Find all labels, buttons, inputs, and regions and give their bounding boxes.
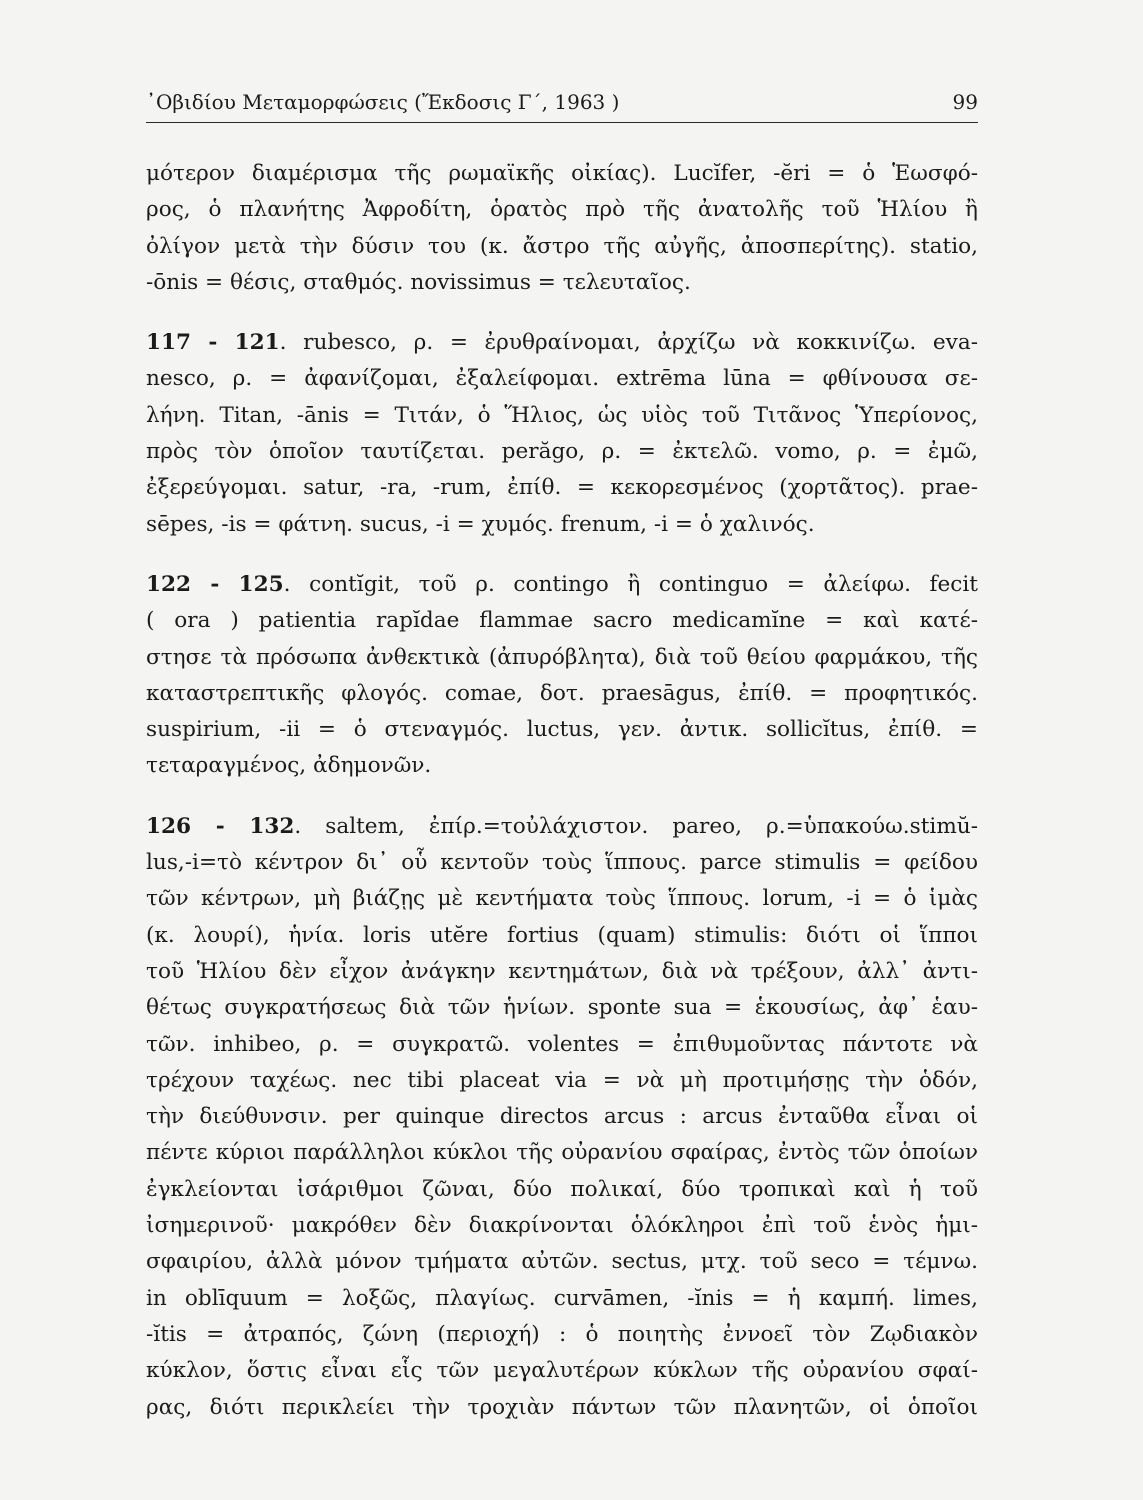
running-header [146,88,978,123]
text-line: ἐξερεύγομαι. satur, -ra, -rum, ἐπίθ. = κεκορεσμένος (χορτᾶτος). prae- [146,475,978,501]
text-line: ἰσημερινοῦ· μακρόθεν δὲν διακρίνονται ὁλόκληροι ἐπὶ τοῦ ἑνὸς ἡμι- [146,1213,978,1239]
text-line: suspirium, -ii = ὁ στεναγμός. luctus, γεν. ἀντικ. sollicĭtus, ἐπίθ. = [146,717,978,743]
text-line: -ĭtis = ἀτραπός, ζώνη (περιοχή) : ὁ ποιητὴς ἐννοεῖ τὸν Ζῳδιακὸν [146,1321,978,1347]
text-line: κύκλον, ὅστις εἶναι εἷς τῶν μεγαλυτέρων κύκλων τῆς οὐρανίου σφαί- [146,1358,978,1384]
verse-reference: 117 - 121 [146,330,280,356]
text-line: ἐγκλείονται ἰσάριθμοι ζῶναι, δύο πολικαί, δύο τροπικαὶ καὶ ἡ τοῦ [146,1176,978,1202]
text-line: nesco, ρ. = ἀφανίζομαι, ἐξαλείφομαι. extrēma lūna = φθίνουσα σε- [146,366,978,392]
text-line: τρέχουν ταχέως. nec tibi placeat via = νὰ μὴ προτιμήσῃς τὴν ὁδόν, [146,1067,978,1093]
verse-reference: 126 - 132 [146,813,295,839]
text-line: 122 - 125. contĭgit, τοῦ ρ. contingo ἢ continguo = ἀλείφω. fecit [146,571,978,597]
text-line: lus,-i=τὸ κέντρον δι᾽ οὗ κεντοῦν τοὺς ἵππους. parce stimulis = φείδου [146,850,978,876]
page-number: 99 [952,90,978,114]
text-line: πέντε κύριοι παράλληλοι κύκλοι τῆς οὐρανίου σφαίρας, ἐντὸς τῶν ὁποίων [146,1140,978,1166]
text-line: θέτως συγκρατήσεως διὰ τῶν ἡνίων. sponte sua = ἑκουσίως, ἀφ᾽ ἑαυ- [146,995,978,1021]
text-line: λήνη. Titan, -ānis = Τιτάν, ὁ Ἥλιος, ὡς υἱὸς τοῦ Τιτᾶνος Ὑπερίονος, [146,402,978,428]
text-line: καταστρεπτικῆς φλογός. comae, δοτ. praesāgus, ἐπίθ. = προφητικός. [146,680,978,706]
text-line: ρας, διότι περικλείει τὴν τροχιὰν πάντων τῶν πλανητῶν, οἱ ὁποῖοι [146,1394,978,1420]
running-title: ᾿Οβιδίου Μεταμορφώσεις (Ἔκδοσις Γ΄, 1963 ) [146,90,620,114]
verse-reference: 122 - 125 [146,571,284,597]
text-line: τὴν διεύθυνσιν. per quinque directos arcus : arcus ἐνταῦθα εἶναι οἱ [146,1104,978,1130]
text-line: τεταραγμένος, ἀδημονῶν. [146,753,432,779]
text-line: ( ora ) patientia rapĭdae flammae sacro medicamĭne = καὶ κατέ- [146,608,978,634]
text-line: 126 - 132. saltem, ἐπίρ.=τοὐλάχιστον. pareo, ρ.=ὑπακούω.stimŭ- [146,813,979,839]
text-line: πρὸς τὸν ὁποῖον ταυτίζεται. perăgo, ρ. = ἐκτελῶ. vomo, ρ. = ἐμῶ, [146,439,978,465]
text-line: (κ. λουρί), ἡνία. loris utĕre fortius (quam) stimulis: διότι οἱ ἵπποι [146,922,978,948]
text-line: μότερον διαμέρισμα τῆς ρωμαϊκῆς οἰκίας). Lucĭfer, -ĕri = ὁ Ἑωσφό- [146,161,978,186]
text-line: ρος, ὁ πλανήτης Ἀφροδίτη, ὁρατὸς πρὸ τῆς ἀνατολῆς τοῦ Ἡλίου ἢ [146,197,978,223]
text-line: ὀλίγον μετὰ τὴν δύσιν του (κ. ἄστρο τῆς αὐγῆς, ἀποσπερίτης). statio, [146,233,978,259]
text-line: τοῦ Ἡλίου δὲν εἶχον ἀνάγκην κεντημάτων, διὰ νὰ τρέξουν, ἀλλ᾽ ἀντι- [146,958,978,984]
page-body [146,156,978,1426]
text-line: in oblīquum = λοξῶς, πλαγίως. curvāmen, -ĭnis = ἡ καμπή. limes, [146,1285,978,1311]
text-line: sēpes, -is = φάτνη. sucus, -i = χυμός. frenum, -i = ὁ χαλινός. [146,511,815,537]
text-line: -ōnis = θέσις, σταθμός. novissimus = τελευταῖος. [146,269,691,295]
text-line: τῶν. inhibeo, ρ. = συγκρατῶ. volentes = ἐπιθυμοῦντας πάντοτε νὰ [146,1031,978,1057]
text-line: τῶν κέντρων, μὴ βιάζῃς μὲ κεντήματα τοὺς ἵππους. lorum, -i = ὁ ἱμὰς [146,886,978,912]
text-line: στησε τὰ πρόσωπα ἀνθεκτικὰ (ἀπυρόβλητα), διὰ τοῦ θείου φαρμάκου, τῆς [146,644,978,670]
text-line: 117 - 121. rubesco, ρ. = ἐρυθραίνομαι, ἀρχίζω νὰ κοκκινίζω. eva- [146,330,978,356]
text-line: σφαιρίου, ἀλλὰ μόνον τμήματα αὐτῶν. sectus, μτχ. τοῦ seco = τέμνω. [146,1249,978,1275]
